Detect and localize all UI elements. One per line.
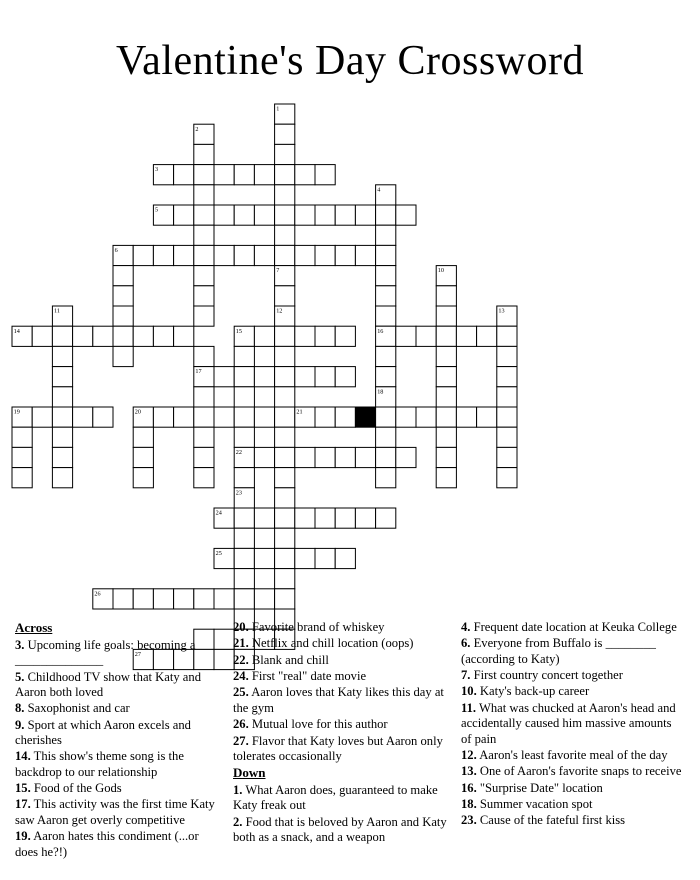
grid-cell[interactable] [275,124,295,144]
grid-cell[interactable] [376,427,396,447]
grid-cell[interactable] [335,549,355,569]
clue-across-27[interactable]: 27. Flavor that Katy loves but Aaron only tolerates occasionally [233,733,443,763]
grid-cell[interactable] [214,367,234,387]
clue-across-17[interactable]: 17. This activity was the first time Katy saw Aaron get overly competitive [15,797,215,827]
grid-cell-number: 26 [94,590,101,598]
grid-cell[interactable] [436,286,456,306]
grid-cell[interactable] [295,165,315,185]
grid-cell[interactable] [234,367,254,387]
grid-cell[interactable] [416,326,436,346]
grid-cell-number: 6 [114,247,118,255]
grid-cell[interactable] [355,448,375,468]
grid-cell[interactable] [234,427,254,447]
clue-across-22[interactable]: 22. Blank and chill [233,652,329,667]
grid-cell[interactable] [194,306,214,326]
grid-cell[interactable] [254,165,274,185]
grid-cell[interactable] [295,246,315,266]
grid-cell[interactable] [275,589,295,609]
grid-cell[interactable] [275,205,295,225]
grid-cell[interactable] [315,246,335,266]
grid-cell[interactable] [194,589,214,609]
grid-cell[interactable] [275,326,295,346]
grid-cell[interactable] [335,326,355,346]
grid-cell[interactable] [497,427,517,447]
clue-down-13[interactable]: 13. One of Aaron's favorite snaps to receive [461,764,682,779]
clue-across-14[interactable]: 14. This show's theme song is the backdrop to our relationship [15,749,184,779]
grid-cell[interactable] [295,326,315,346]
grid-cell-number: 15 [235,327,242,335]
grid-cell[interactable] [234,549,254,569]
grid-cell[interactable] [477,326,497,346]
grid-cell[interactable] [113,286,133,306]
grid-cell[interactable] [52,326,72,346]
clue-across-9[interactable]: 9. Sport at which Aaron excels and cherishes [15,717,191,748]
grid-cell[interactable] [133,468,153,488]
down-heading: Down [233,765,266,781]
grid-cell[interactable] [477,407,497,427]
grid-cell[interactable] [497,448,517,468]
grid-cell[interactable] [335,205,355,225]
grid-cell[interactable] [275,427,295,447]
clues-column-3 [454,620,692,880]
clue-down-10[interactable]: 10. Katy's back-up career [461,684,590,699]
across-clue-list-part2 [233,620,447,764]
grid-cell[interactable] [275,246,295,266]
grid-cell[interactable] [275,225,295,245]
grid-cell[interactable] [52,468,72,488]
grid-cell[interactable] [275,448,295,468]
grid-cell[interactable] [376,367,396,387]
grid-cell[interactable] [254,448,274,468]
grid-cell[interactable] [396,205,416,225]
grid-cell-number: 20 [134,408,141,416]
grid-cell[interactable] [436,306,456,326]
grid-cell[interactable] [234,347,254,367]
grid-cell[interactable] [497,407,517,427]
grid-cell[interactable] [396,448,416,468]
clue-across-8[interactable]: 8. Saxophonist and car [15,701,130,716]
grid-cell[interactable] [93,407,113,427]
grid-cell[interactable] [275,569,295,589]
clues-column-1 [8,620,226,880]
grid-cell[interactable] [376,306,396,326]
grid-cell[interactable] [497,367,517,387]
grid-cell[interactable] [275,367,295,387]
grid-cell[interactable] [335,367,355,387]
grid-cell[interactable] [32,407,52,427]
grid-cell[interactable] [194,427,214,447]
grid-cell[interactable] [194,266,214,286]
grid-cell[interactable] [12,427,32,447]
grid-cell[interactable] [234,246,254,266]
grid-cell[interactable] [194,407,214,427]
grid-cell-number: 5 [155,206,159,214]
grid-cell[interactable] [436,407,456,427]
grid-cell[interactable] [52,347,72,367]
grid-cell[interactable] [174,407,194,427]
grid-cell-number: 16 [377,327,384,335]
grid-cell[interactable] [214,165,234,185]
grid-cell-number: 1 [276,105,280,113]
grid-cell-number: 19 [13,408,20,416]
clue-down-4[interactable]: 4. Frequent date location at Keuka College [461,620,677,634]
grid-cell[interactable] [194,387,214,407]
grid-cell[interactable] [275,549,295,569]
grid-cell[interactable] [376,246,396,266]
clue-across-19[interactable]: 19. Aaron hates this condiment (...or does he?!) [15,829,199,859]
grid-cell[interactable] [436,326,456,346]
grid-cell[interactable] [376,508,396,528]
grid-cell[interactable] [52,367,72,387]
grid-cell[interactable] [497,347,517,367]
grid-cell[interactable] [416,407,436,427]
grid-cell[interactable] [254,205,274,225]
grid-cell[interactable] [113,306,133,326]
grid-cell[interactable] [194,347,214,367]
clues-column-2 [226,620,454,880]
clue-across-15[interactable]: 15. Food of the Gods [15,781,122,796]
grid-cell[interactable] [396,407,416,427]
grid-cell[interactable] [315,407,335,427]
grid-cell[interactable] [376,407,396,427]
clue-down-1[interactable]: 1. What Aaron does, guaranteed to make Katy freak out [233,783,438,813]
grid-cell[interactable] [396,326,416,346]
grid-cell-number: 2 [195,125,199,133]
grid-cell[interactable] [234,205,254,225]
grid-cell-number: 14 [13,327,20,335]
grid-cell[interactable] [275,185,295,205]
grid-cell[interactable] [497,326,517,346]
across-heading: Across [15,620,53,635]
grid-cell[interactable] [275,508,295,528]
grid-cell[interactable] [133,427,153,447]
grid-cell[interactable] [376,205,396,225]
grid-cell[interactable] [275,387,295,407]
grid-cell[interactable] [194,205,214,225]
grid-cell[interactable] [194,246,214,266]
grid-cell-number: 13 [498,307,505,315]
grid-cell[interactable] [113,326,133,346]
grid-cell[interactable] [335,508,355,528]
grid-cell[interactable] [93,326,113,346]
grid-cell[interactable] [12,468,32,488]
grid-cell[interactable] [315,448,335,468]
grid-cell[interactable] [12,448,32,468]
grid-cell[interactable] [295,367,315,387]
clue-across-5[interactable]: 5. Childhood TV show that Katy and Aaron both loved [15,669,201,699]
grid-cell[interactable] [497,387,517,407]
clues-area [0,620,700,880]
grid-cell[interactable] [254,508,274,528]
grid-cell[interactable] [234,569,254,589]
grid-cell[interactable] [376,266,396,286]
grid-cell[interactable] [194,468,214,488]
grid-cell[interactable] [275,468,295,488]
down-clue-list-part1 [233,783,447,845]
grid-cell[interactable] [234,165,254,185]
clue-down-6[interactable]: 6. Everyone from Buffalo is ________ (according to Katy) [461,636,656,666]
grid-cell[interactable] [234,528,254,548]
grid-cell-number: 18 [377,388,384,396]
clue-across-20[interactable]: 20. Favorite brand of whiskey [233,620,385,634]
grid-cell[interactable] [376,347,396,367]
grid-cell[interactable] [315,549,335,569]
grid-cell[interactable] [194,145,214,165]
clue-across-3[interactable]: 3. Upcoming life goals: becoming a ______________ [15,637,196,668]
grid-cell-number: 27 [134,651,141,659]
grid-cell[interactable] [315,165,335,185]
grid-cell[interactable] [315,367,335,387]
grid-cell[interactable] [194,225,214,245]
grid-cell[interactable] [355,205,375,225]
grid-cell[interactable] [174,165,194,185]
grid-cell[interactable] [275,286,295,306]
grid-cell-number: 11 [54,307,60,315]
grid-cell[interactable] [194,286,214,306]
clue-down-12[interactable]: 12. Aaron's least favorite meal of the day [461,747,668,762]
grid-cell[interactable] [335,407,355,427]
grid-cell[interactable] [194,448,214,468]
grid-cell[interactable] [52,448,72,468]
grid-cell-black [355,407,375,427]
clue-down-7[interactable]: 7. First country concert together [461,668,623,683]
grid-cell-number: 24 [215,509,222,517]
grid-cell[interactable] [254,246,274,266]
grid-cell[interactable] [376,286,396,306]
grid-cell[interactable] [153,407,173,427]
grid-cell[interactable] [133,448,153,468]
across-clue-list-part1 [15,638,219,860]
grid-cell[interactable] [254,407,274,427]
grid-cell-number: 3 [155,166,159,174]
grid-cell-number: 25 [215,550,222,558]
grid-cell[interactable] [275,488,295,508]
clue-across-25[interactable]: 25. Aaron loves that Katy likes this day at the gym [233,685,444,715]
grid-cell[interactable] [376,448,396,468]
grid-cell-number: 17 [195,368,202,376]
grid-cell-number: 22 [235,449,242,457]
grid-cell[interactable] [436,468,456,488]
grid-cell[interactable] [254,367,274,387]
clue-across-24[interactable]: 24. First "real" date movie [233,669,367,684]
grid-cell[interactable] [234,589,254,609]
grid-cell-number: 10 [437,267,444,275]
grid-cell[interactable] [234,407,254,427]
grid-cell[interactable] [133,589,153,609]
grid-cell[interactable] [153,326,173,346]
grid-cell[interactable] [113,347,133,367]
grid-cell[interactable] [214,589,234,609]
clue-down-23[interactable]: 23. Cause of the fateful first kiss [461,813,626,828]
grid-cell[interactable] [73,407,93,427]
grid-cell[interactable] [295,508,315,528]
grid-cell[interactable] [153,589,173,609]
grid-cell[interactable] [315,205,335,225]
grid-cell[interactable] [436,387,456,407]
grid-cell[interactable] [275,165,295,185]
grid-cell[interactable] [376,468,396,488]
grid-cell-number: 21 [296,408,303,416]
grid-cell[interactable] [295,549,315,569]
grid-cell[interactable] [456,407,476,427]
grid-cell[interactable] [436,347,456,367]
down-clue-list-part2 [461,620,685,829]
grid-cell[interactable] [52,387,72,407]
clue-down-18[interactable]: 18. Summer vacation spot [461,796,593,811]
grid-cell[interactable] [275,145,295,165]
grid-cell[interactable] [32,326,52,346]
grid-cell[interactable] [335,246,355,266]
grid-cell[interactable] [315,326,335,346]
grid-cell[interactable] [234,387,254,407]
grid-cell[interactable] [275,407,295,427]
grid-cell[interactable] [234,508,254,528]
grid-cell[interactable] [214,246,234,266]
grid-cell[interactable] [275,347,295,367]
grid-cell[interactable] [214,205,234,225]
grid-cell[interactable] [436,448,456,468]
clue-down-2[interactable]: 2. Food that is beloved by Aaron and Katy both as a snack, and a weapon [233,814,447,845]
grid-cell[interactable] [52,407,72,427]
grid-cell[interactable] [174,326,194,346]
grid-cell[interactable] [456,326,476,346]
grid-cell[interactable] [73,326,93,346]
grid-cell[interactable] [254,326,274,346]
grid-cell[interactable] [234,468,254,488]
grid-cell[interactable] [355,508,375,528]
grid-cell[interactable] [497,468,517,488]
grid-cell-number: 23 [235,489,242,497]
grid-cell[interactable] [275,528,295,548]
grid-cell[interactable] [254,549,274,569]
grid-cell[interactable] [295,448,315,468]
grid-cell[interactable] [355,246,375,266]
grid-cell[interactable] [133,326,153,346]
grid-cell[interactable] [295,205,315,225]
grid-cell[interactable] [133,246,153,266]
clue-across-21[interactable]: 21. Netflix and chill location (oops) [233,636,414,651]
grid-cell[interactable] [315,508,335,528]
clue-across-26[interactable]: 26. Mutual love for this author [233,717,388,732]
grid-cell[interactable] [174,205,194,225]
grid-cell[interactable] [174,246,194,266]
grid-cell[interactable] [436,367,456,387]
clue-down-11[interactable]: 11. What was chucked at Aaron's head and accidentally caused him massive amounts of pain [461,700,676,746]
grid-cell[interactable] [153,246,173,266]
grid-cell[interactable] [254,589,274,609]
clue-down-16[interactable]: 16. "Surprise Date" location [461,780,603,795]
grid-cell[interactable] [113,266,133,286]
grid-cell[interactable] [436,427,456,447]
grid-cell-number: 12 [276,307,283,315]
grid-cell[interactable] [174,589,194,609]
grid-cell-number: 7 [276,267,280,275]
grid-cell[interactable] [194,165,214,185]
grid-cell[interactable] [335,448,355,468]
page-title: Valentine's Day Crossword [116,38,584,84]
grid-cell[interactable] [194,185,214,205]
grid-cell[interactable] [52,427,72,447]
grid-cell[interactable] [214,407,234,427]
grid-cell[interactable] [376,225,396,245]
grid-cell-number: 4 [377,186,381,194]
grid-cell[interactable] [113,589,133,609]
